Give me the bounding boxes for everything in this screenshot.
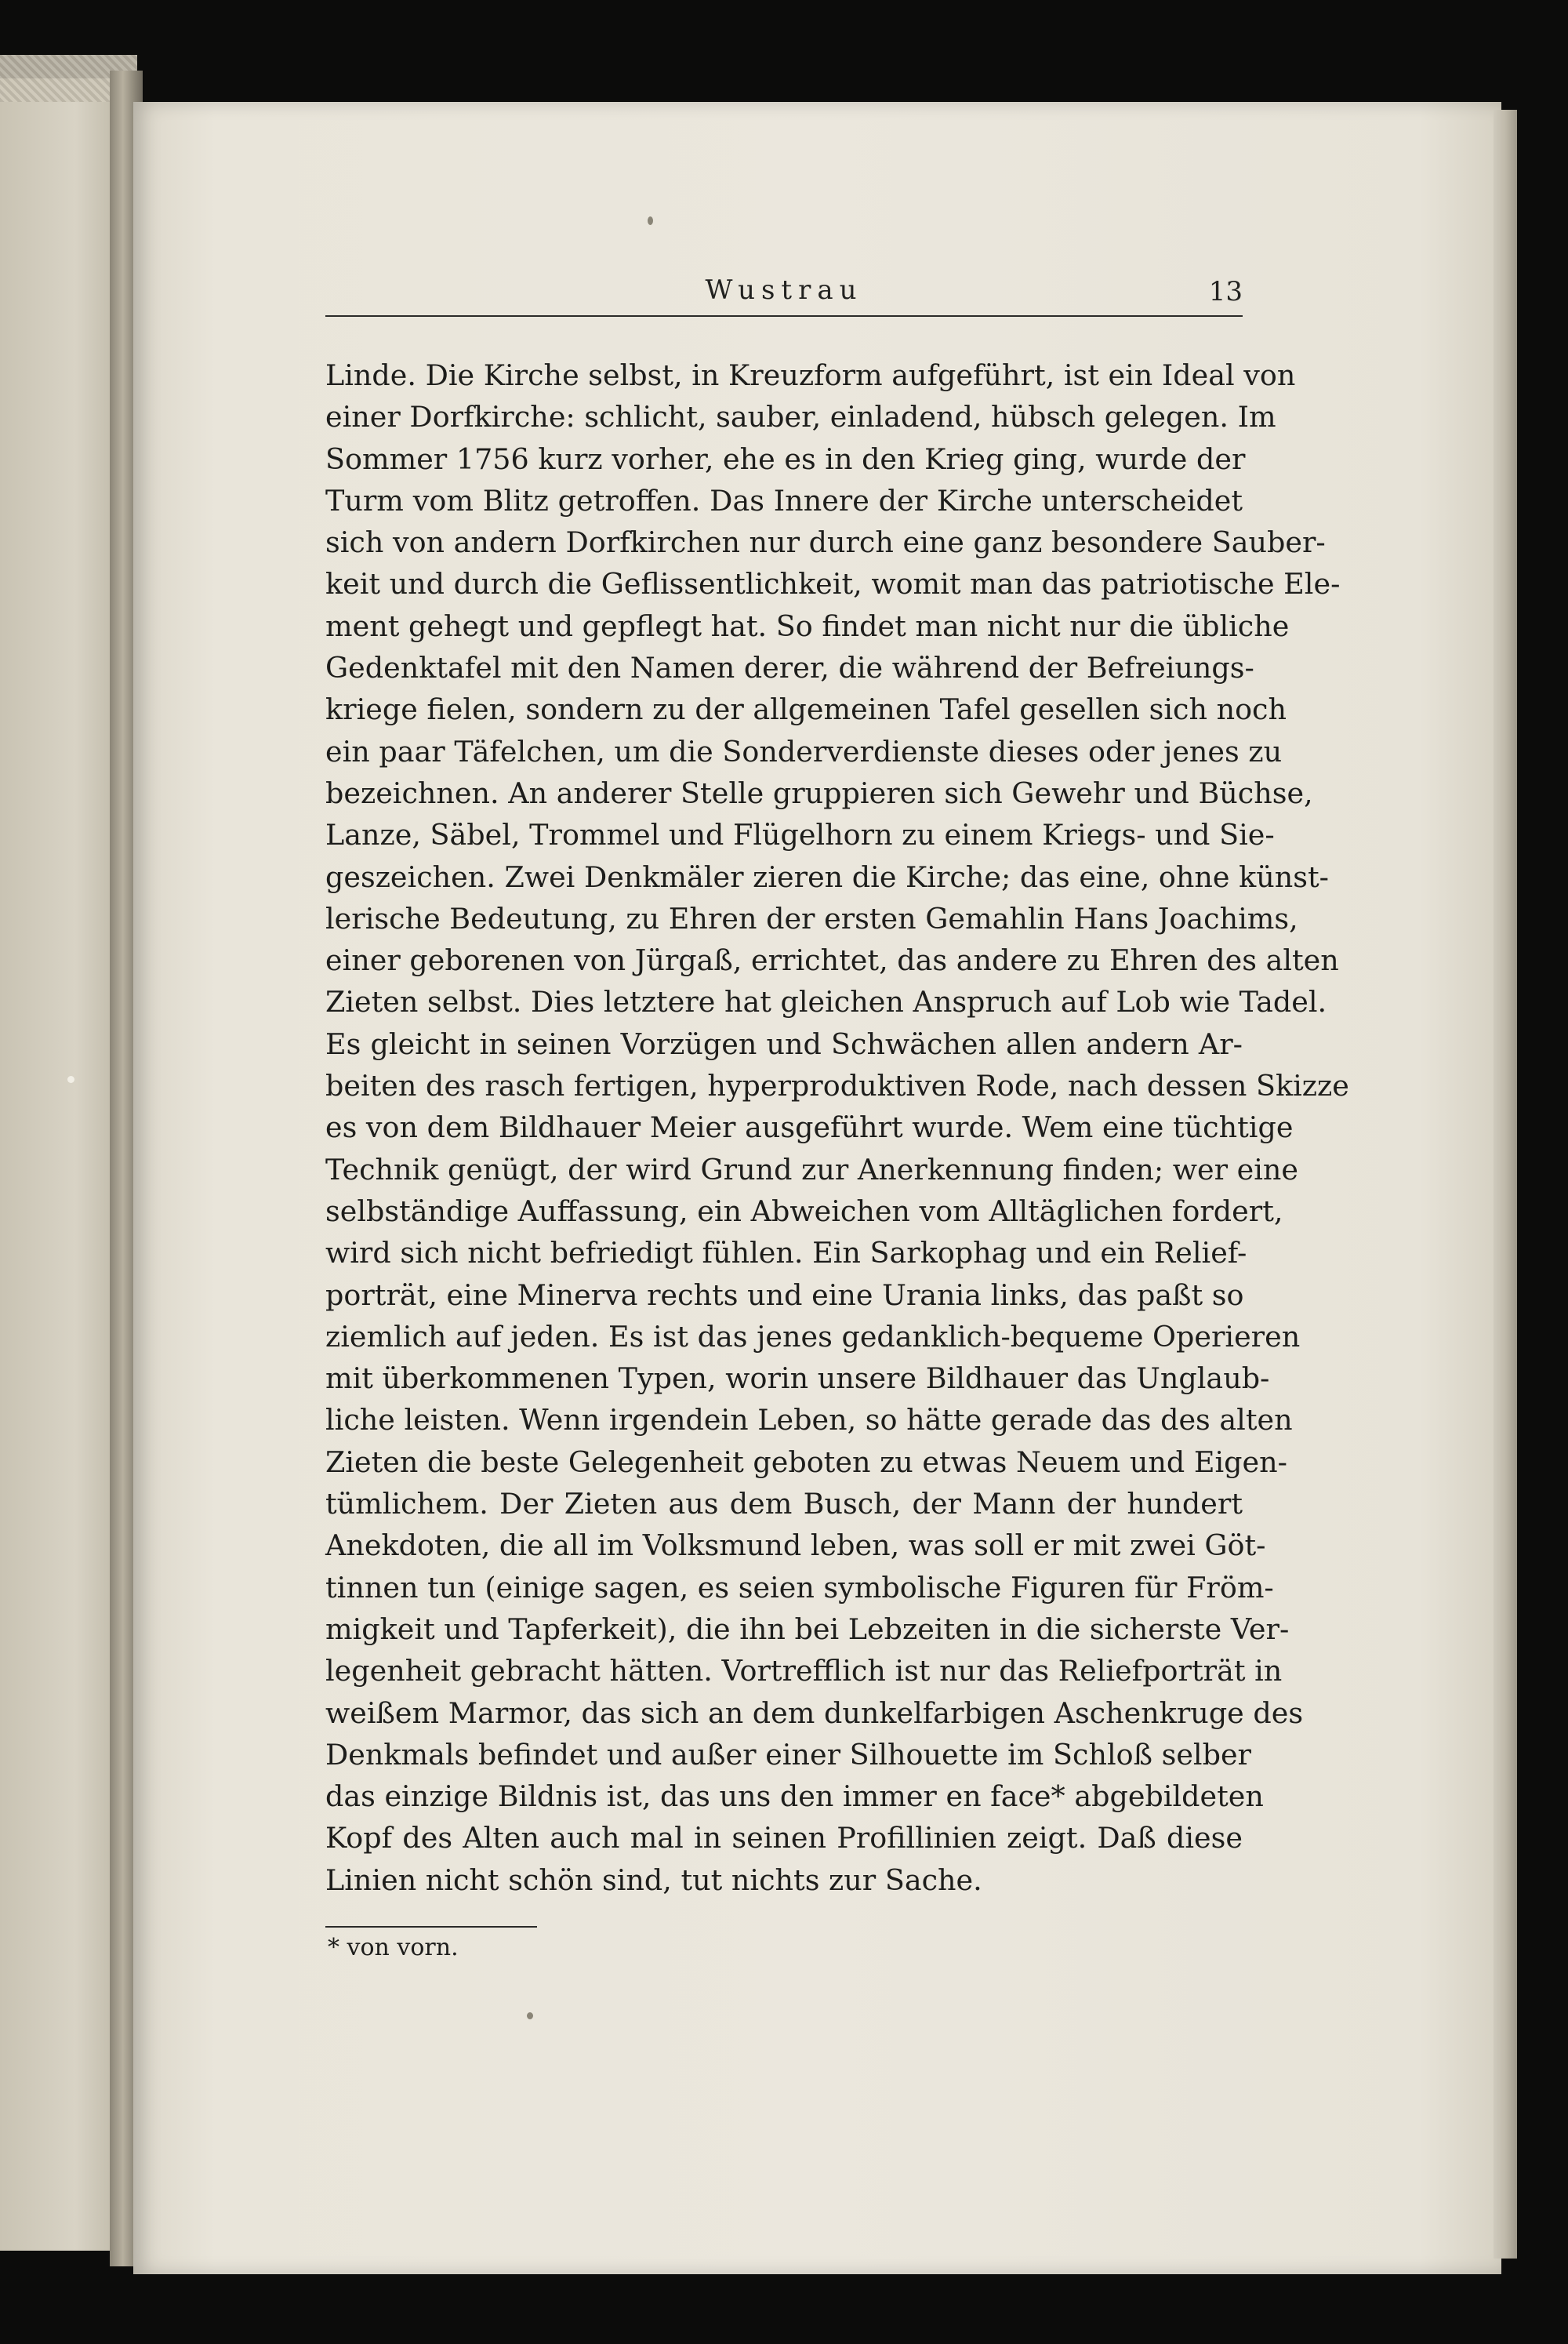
text-line: ein paar Täfelchen, um die Sonderverdienste dieses oder jenes zu (325, 734, 1283, 769)
text-line: es von dem Bildhauer Meier ausgeführt wurde. Wem eine tüchtige (325, 1110, 1294, 1145)
text-line: Linien nicht schön sind, tut nichts zur Sache. (325, 1862, 982, 1897)
text-line: tümlichem. Der Zieten aus dem Busch, der Mann der hundert (325, 1487, 1243, 1521)
running-header (325, 268, 1243, 317)
facing-page-edge (0, 78, 125, 2251)
text-line: Denkmals befindet und außer einer Silhouette im Schloß selber (325, 1737, 1252, 1772)
running-head-title: Wustrau (705, 274, 863, 306)
text-line: Lanze, Säbel, Trommel und Flügelhorn zu einem Kriegs- und Sie- (325, 818, 1275, 852)
text-line: legenheit gebracht hätten. Vortrefflich ist nur das Reliefporträt in (325, 1654, 1283, 1688)
footnote: * von vorn. (328, 1934, 459, 1961)
footnote-rule (325, 1926, 537, 1928)
text-line: das einzige Bildnis ist, das uns den immer en face* abgebildeten (325, 1779, 1264, 1814)
text-line: Turm vom Blitz getroffen. Das Innere der Kirche unterscheidet (325, 483, 1243, 518)
paper-speck (527, 2012, 533, 2019)
text-line: Es gleicht in seinen Vorzügen und Schwächen allen andern Ar- (325, 1027, 1243, 1061)
text-line: kriege fielen, sondern zu der allgemeinen Tafel gesellen sich noch (325, 692, 1287, 727)
text-line: Kopf des Alten auch mal in seinen Profillinien zeigt. Daß diese (325, 1821, 1243, 1855)
text-line: migkeit und Tapferkeit), die ihn bei Lebzeiten in die sicherste Ver- (325, 1612, 1290, 1646)
text-line: porträt, eine Minerva rechts und eine Urania links, das paßt so (325, 1277, 1244, 1312)
text-line: Anekdoten, die all im Volksmund leben, was soll er mit zwei Göt- (325, 1528, 1266, 1563)
text-line: wird sich nicht befriedigt fühlen. Ein Sarkophag und ein Relief- (325, 1236, 1247, 1270)
text-line: ment gehegt und gepflegt hat. So findet man nicht nur die übliche (325, 609, 1290, 643)
text-line: Technik genügt, der wird Grund zur Anerkennung finden; wer eine (325, 1152, 1299, 1187)
text-line: Sommer 1756 kurz vorher, ehe es in den Krieg ging, wurde der (325, 442, 1246, 476)
text-line: ziemlich auf jeden. Es ist das jenes gedanklich-bequeme Operieren (325, 1319, 1301, 1354)
text-line: einer Dorfkirche: schlicht, sauber, einladend, hübsch gelegen. Im (325, 400, 1276, 434)
text-line: mit überkommenen Typen, worin unsere Bildhauer das Unglaub- (325, 1361, 1270, 1396)
text-line: selbständige Auffassung, ein Abweichen vom Alltäglichen fordert, (325, 1194, 1283, 1228)
text-line: lerische Bedeutung, zu Ehren der ersten Gemahlin Hans Joachims, (325, 901, 1298, 936)
text-line: Zieten selbst. Dies letztere hat gleichen Anspruch auf Lob wie Tadel. (325, 985, 1327, 1019)
text-line: Gedenktafel mit den Namen derer, die während der Befreiungs- (325, 651, 1254, 685)
text-line: einer geborenen von Jürgaß, errichtet, das andere zu Ehren des alten (325, 943, 1339, 978)
text-line: beiten des rasch fertigen, hyperproduktiven Rode, nach dessen Skizze (325, 1069, 1349, 1103)
page-fore-edge (1494, 110, 1517, 2259)
paper-speck (648, 216, 653, 225)
text-line: Linde. Die Kirche selbst, in Kreuzform aufgeführt, ist ein Ideal von (325, 358, 1296, 392)
text-line: geszeichen. Zwei Denkmäler zieren die Kirche; das eine, ohne künst- (325, 859, 1329, 894)
text-line: sich von andern Dorfkirchen nur durch eine ganz besondere Sauber- (325, 525, 1326, 560)
text-line: liche leisten. Wenn irgendein Leben, so hätte gerade das des alten (325, 1403, 1293, 1437)
text-line: keit und durch die Geflissentlichkeit, womit man das patriotische Ele- (325, 567, 1341, 601)
text-line: tinnen tun (einige sagen, es seien symbolische Figuren für Fröm- (325, 1570, 1274, 1604)
text-line: weißem Marmor, das sich an dem dunkelfarbigen Aschenkruge des (325, 1695, 1304, 1730)
body-text (325, 354, 1349, 1901)
paper-speck (67, 1076, 74, 1083)
text-line: bezeichnen. An anderer Stelle gruppieren sich Gewehr und Büchse, (325, 776, 1313, 810)
text-line: Zieten die beste Gelegenheit geboten zu etwas Neuem und Eigen- (325, 1445, 1287, 1479)
page-number: 13 (1208, 276, 1243, 307)
